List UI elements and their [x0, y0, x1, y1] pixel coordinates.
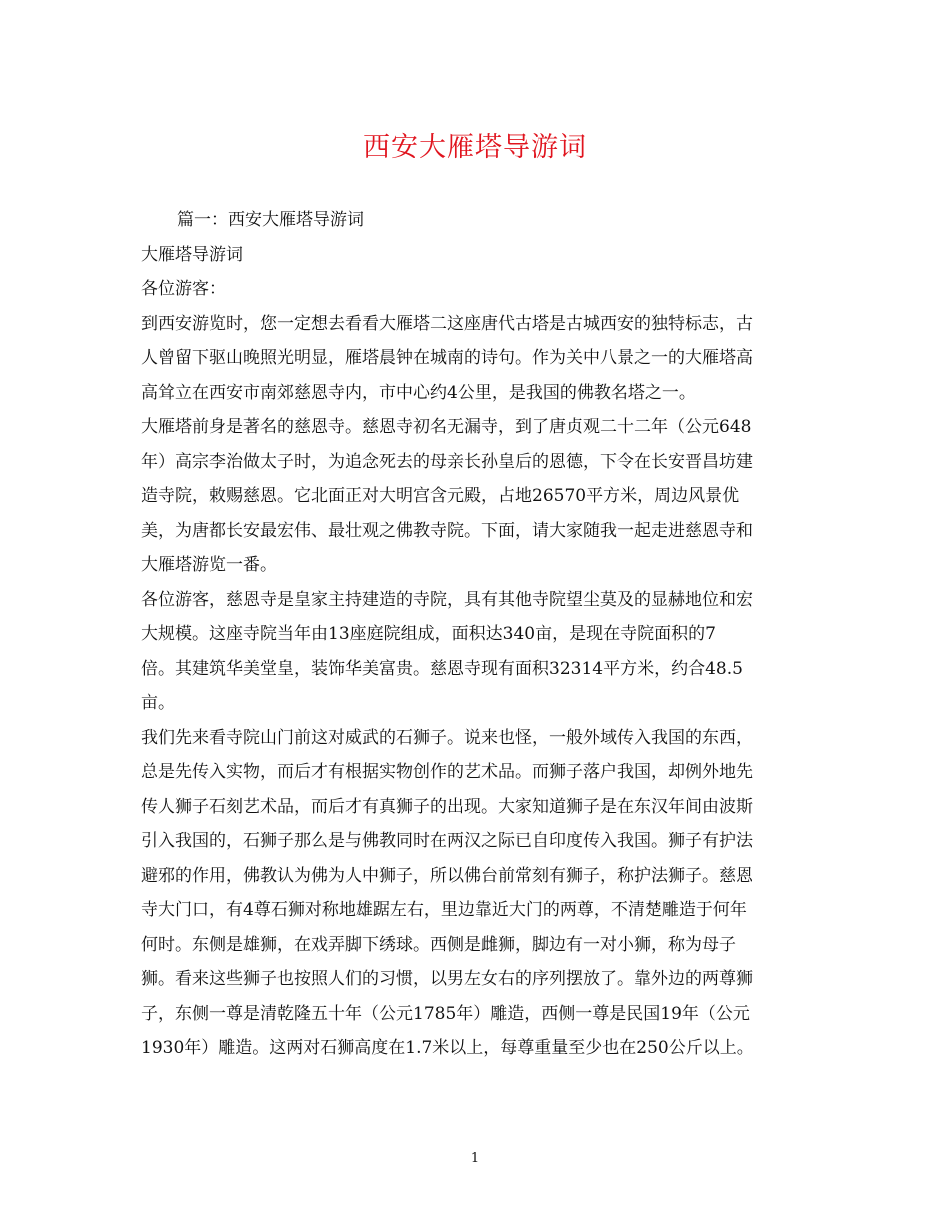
salutation: 各位游客： — [141, 279, 226, 299]
text-line: 引入我国的，石狮子那么是与佛教同时在两汉之际已自印度传入我国。狮子有护法 — [141, 831, 753, 851]
text-line: 大规模。这座寺院当年由13座庭院组成，面积达340亩，是现在寺院面积的7 — [141, 624, 716, 644]
document-body — [141, 203, 811, 1066]
text-line: 造寺院，敕赐慈恩。它北面正对大明宫含元殿，占地26570平方米，周边风景优 — [141, 486, 740, 506]
text-line: 大雁塔前身是著名的慈恩寺。慈恩寺初名无漏寺，到了唐贞观二十二年（公元648 — [141, 417, 752, 437]
subheading: 大雁塔导游词 — [141, 244, 243, 265]
section-heading: 篇一：西安大雁塔导游词 — [177, 210, 364, 230]
text-line: 人曾留下驱山晚照光明显，雁塔晨钟在城南的诗句。作为关中八景之一的大雁塔高 — [141, 348, 753, 368]
text-line: 传人狮子石刻艺术品，而后才有真狮子的出现。大家知道狮子是在东汉年间由波斯 — [141, 796, 753, 817]
document-title: 西安大雁塔导游词 — [363, 132, 587, 163]
text-line: 寺大门口，有4尊石狮对称地雄踞左右，里边靠近大门的两尊，不清楚雕造于何年 — [141, 900, 747, 920]
text-line: 倍。其建筑华美堂皇，装饰华美富贵。慈恩寺现有面积32314平方米，约合48.5 — [141, 658, 743, 679]
text-line: 狮。看来这些狮子也按照人们的习惯，以男左女右的序列摆放了。靠外边的两尊狮 — [141, 969, 753, 989]
text-line: 我们先来看寺院山门前这对威武的石狮子。说来也怪，一般外域传入我国的东西， — [141, 727, 753, 748]
text-line: 美，为唐都长安最宏伟、最壮观之佛教寺院。下面，请大家随我一起走进慈恩寺和 — [141, 520, 753, 541]
text-line: 避邪的作用，佛教认为佛为人中狮子，所以佛台前常刻有狮子，称护法狮子。慈恩 — [141, 865, 753, 886]
text-line: 年）高宗李治做太子时，为追念死去的母亲长孙皇后的恩德，下令在长安晋昌坊建 — [141, 451, 753, 472]
text-line: 何时。东侧是雄狮，在戏弄脚下绣球。西侧是雌狮，脚边有一对小狮，称为母子 — [141, 934, 736, 955]
text-line: 亩。 — [141, 693, 175, 713]
text-line: 到西安游览时，您一定想去看看大雁塔二这座唐代古塔是古城西安的独特标志，古 — [141, 313, 753, 334]
text-line: 高耸立在西安市南郊慈恩寺内，市中心约4公里，是我国的佛教名塔之一。 — [141, 382, 696, 403]
text-line: 1930年）雕造。这两对石狮高度在1.7米以上，每尊重量至少也在250公斤以上。 — [141, 1038, 754, 1058]
text-line: 各位游客，慈恩寺是皇家主持建造的寺院，具有其他寺院望尘莫及的显赫地位和宏 — [141, 589, 753, 610]
page-number: 1 — [470, 1151, 480, 1166]
text-line: 子，东侧一尊是清乾隆五十年（公元1785年）雕造，西侧一尊是民国19年（公元 — [141, 1003, 750, 1024]
text-line: 大雁塔游览一番。 — [141, 555, 277, 575]
text-line: 总是先传入实物，而后才有根据实物创作的艺术品。而狮子落户我国，却例外地先 — [141, 762, 753, 782]
